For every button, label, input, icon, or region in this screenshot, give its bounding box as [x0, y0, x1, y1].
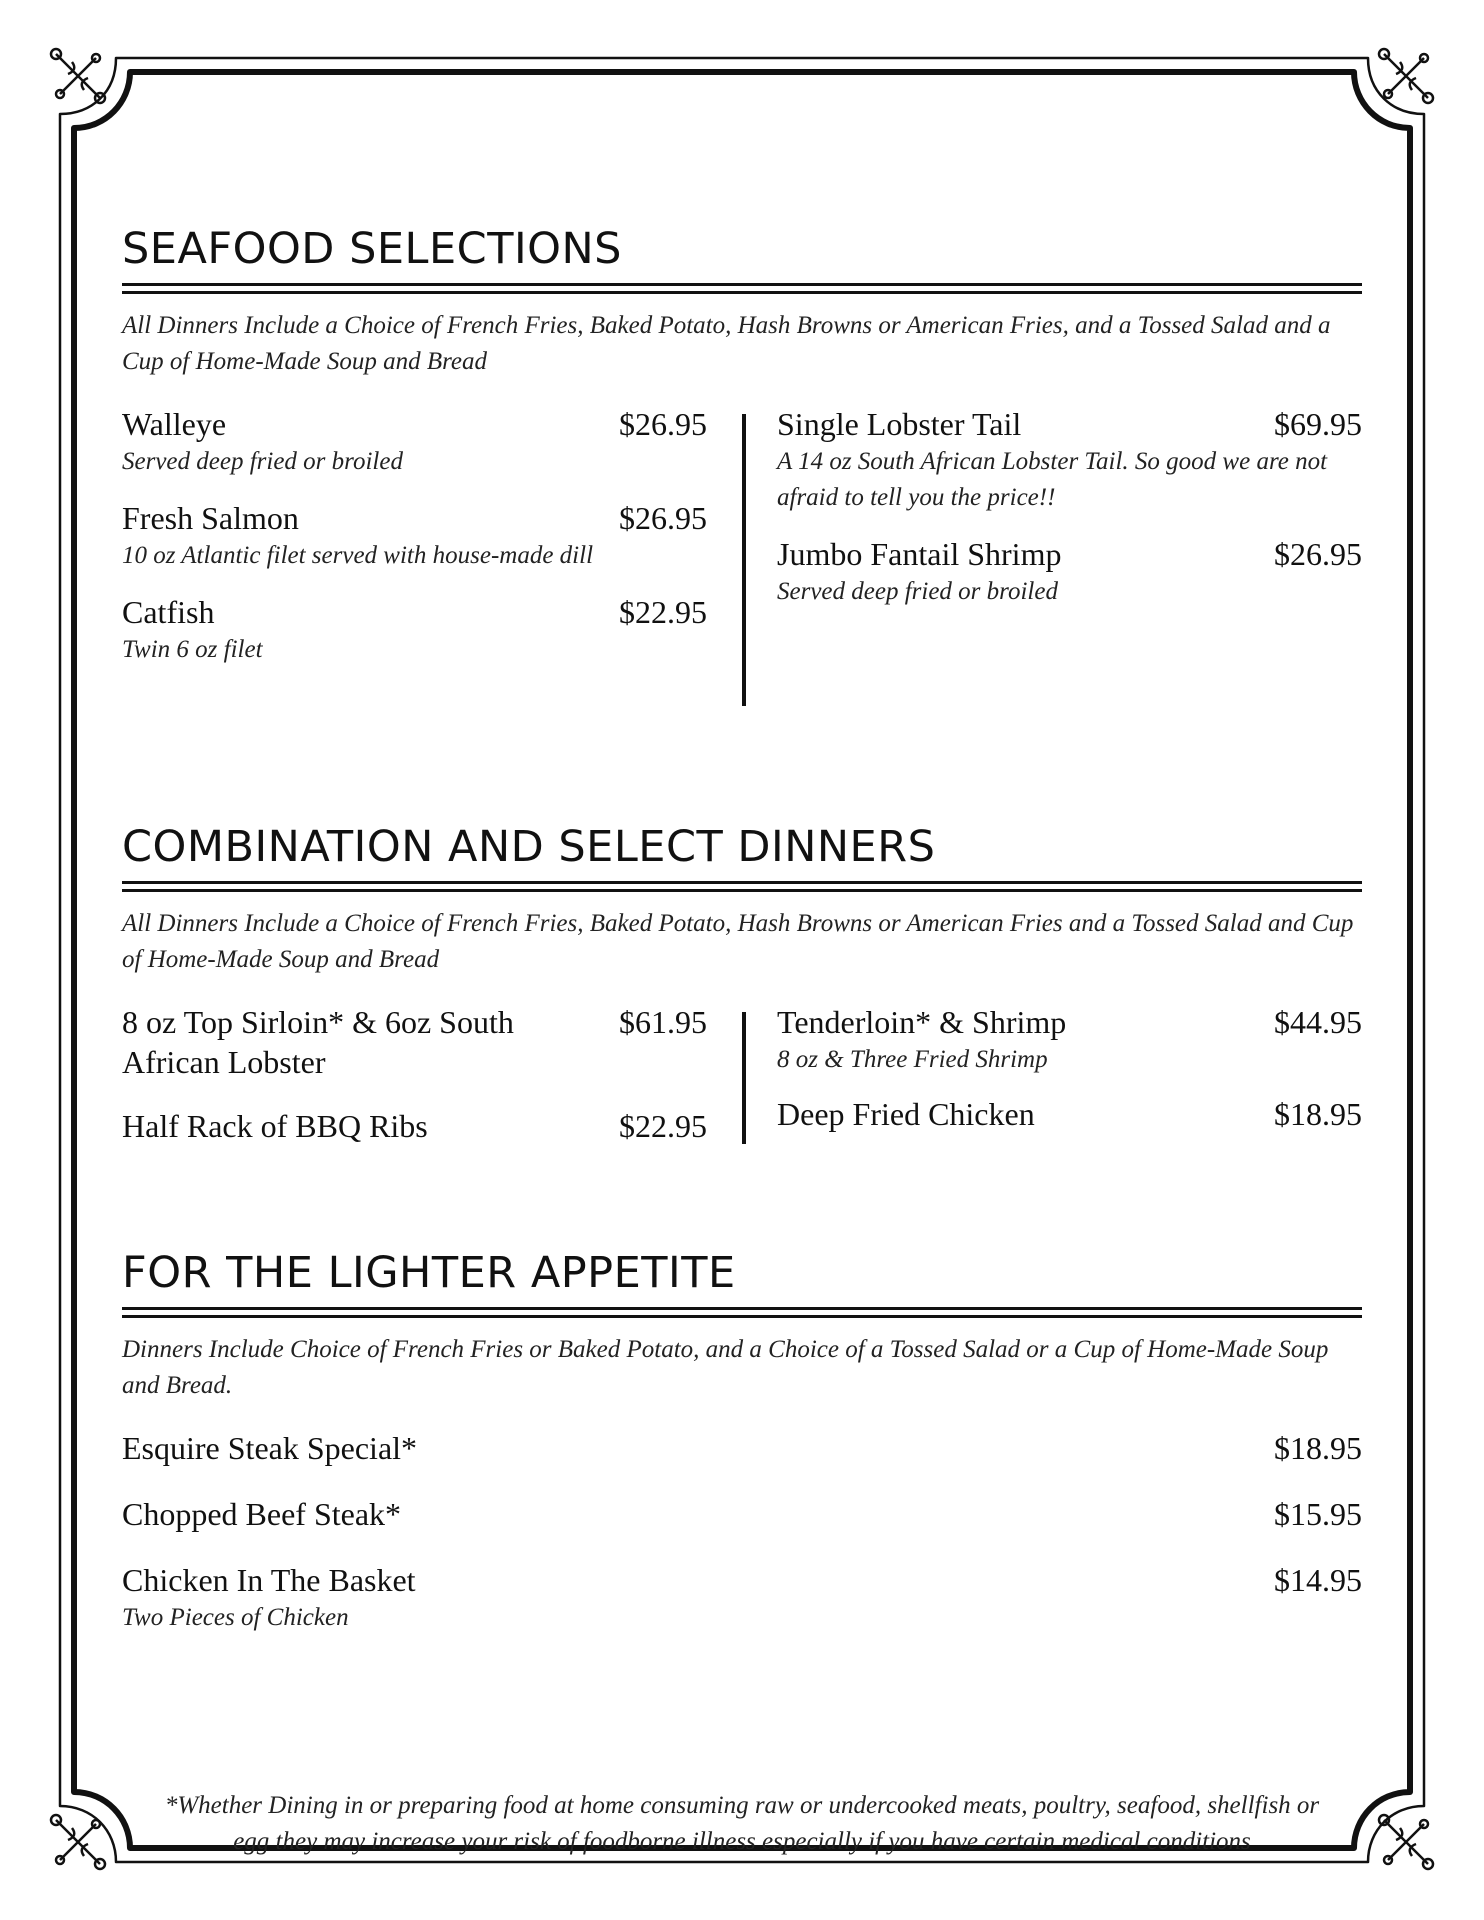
column-divider	[742, 1012, 746, 1144]
section-intro: Dinners Include Choice of French Fries or Baked Potato, and a Choice of a Tossed Salad or a Cup of Home-Made Soup and Bread.	[122, 1336, 1329, 1399]
menu-columns	[122, 404, 1362, 704]
item-name: Fresh Salmon	[122, 500, 299, 536]
menu-column-left	[122, 404, 707, 686]
item-name: Jumbo Fantail Shrimp	[777, 536, 1062, 572]
item-price: $15.95	[1274, 1496, 1362, 1532]
item-description: 8 oz & Three Fried Shrimp	[777, 1046, 1048, 1073]
menu-item	[122, 1428, 1362, 1468]
menu-item	[122, 404, 707, 480]
menu-column-right	[777, 404, 1362, 628]
item-price: $44.95	[1274, 1004, 1362, 1040]
menu-item	[122, 592, 707, 668]
menu-column-left	[122, 1002, 707, 1164]
item-description: Two Pieces of Chicken	[122, 1604, 349, 1631]
item-description: Served deep fried or broiled	[777, 578, 1058, 605]
floral-sprig-icon	[1379, 1815, 1433, 1869]
item-price: $69.95	[1274, 406, 1362, 442]
double-rule	[122, 881, 1362, 884]
item-price: $18.95	[1274, 1096, 1362, 1132]
menu-item	[122, 1560, 1362, 1636]
double-rule	[122, 1307, 1362, 1310]
floral-sprig-icon	[1379, 49, 1433, 103]
menu-columns	[122, 1002, 1362, 1152]
section-intro: All Dinners Include a Choice of French Fries, Baked Potato, Hash Browns or American Fries and a Tossed Salad and Cup of Home-Made Soup and Bread	[122, 910, 1354, 973]
item-name: Single Lobster Tail	[777, 406, 1022, 442]
menu-item	[122, 1002, 707, 1082]
menu-item	[122, 1494, 1362, 1534]
item-price: $61.95	[619, 1004, 707, 1040]
item-price: $18.95	[1274, 1430, 1362, 1466]
item-name: Chopped Beef Steak*	[122, 1496, 402, 1532]
footnote-disclaimer: *Whether Dining in or preparing food at home consuming raw or undercooked meats, poultry, seafood, shellfish or egg they may increase your risk of foodborne illness especially if you have certain medical conditions	[164, 1792, 1320, 1855]
seafood-section	[122, 224, 1362, 704]
section-title: COMBINATION AND SELECT DINNERS	[122, 822, 936, 872]
item-description: A 14 oz South African Lobster Tail. So good we are not afraid to tell you the price!!	[777, 448, 1328, 511]
item-name: Esquire Steak Special*	[122, 1430, 418, 1466]
section-title: SEAFOOD SELECTIONS	[122, 224, 622, 274]
item-name: Deep Fried Chicken	[777, 1096, 1035, 1132]
lighter-appetite-section	[122, 1248, 1362, 1662]
section-title: FOR THE LIGHTER APPETITE	[122, 1248, 736, 1298]
menu-column-right	[777, 1002, 1362, 1152]
item-price: $26.95	[1274, 536, 1362, 572]
item-name: Catfish	[122, 594, 215, 630]
item-name: Half Rack of BBQ Ribs	[122, 1108, 428, 1144]
item-price: $22.95	[619, 1108, 707, 1144]
menu-item	[122, 1106, 707, 1146]
item-price: $14.95	[1274, 1562, 1362, 1598]
combination-section	[122, 822, 1362, 1152]
item-price: $22.95	[619, 594, 707, 630]
section-intro: All Dinners Include a Choice of French Fries, Baked Potato, Hash Browns or American Fries, and a Tossed Salad and a Cup of Home-Made Soup and Bread	[122, 312, 1331, 375]
item-name: Walleye	[122, 406, 227, 442]
menu-item	[777, 534, 1362, 610]
item-description: Twin 6 oz filet	[122, 636, 263, 663]
item-name: 8 oz Top Sirloin* & 6oz South African Lobster	[122, 1004, 514, 1080]
floral-sprig-icon	[51, 49, 105, 103]
item-price: $26.95	[619, 500, 707, 536]
double-rule	[122, 283, 1362, 286]
menu-list	[122, 1428, 1362, 1636]
menu-item	[777, 1002, 1362, 1078]
item-name: Tenderloin* & Shrimp	[777, 1004, 1067, 1040]
item-description: Served deep fried or broiled	[122, 448, 403, 475]
item-price: $26.95	[619, 406, 707, 442]
menu-item	[122, 498, 707, 574]
item-name: Chicken In The Basket	[122, 1562, 416, 1598]
menu-item	[777, 404, 1362, 516]
column-divider	[742, 414, 746, 706]
item-description: 10 oz Atlantic filet served with house-made dill	[122, 542, 594, 569]
menu-item	[777, 1094, 1362, 1134]
floral-sprig-icon	[51, 1815, 105, 1869]
